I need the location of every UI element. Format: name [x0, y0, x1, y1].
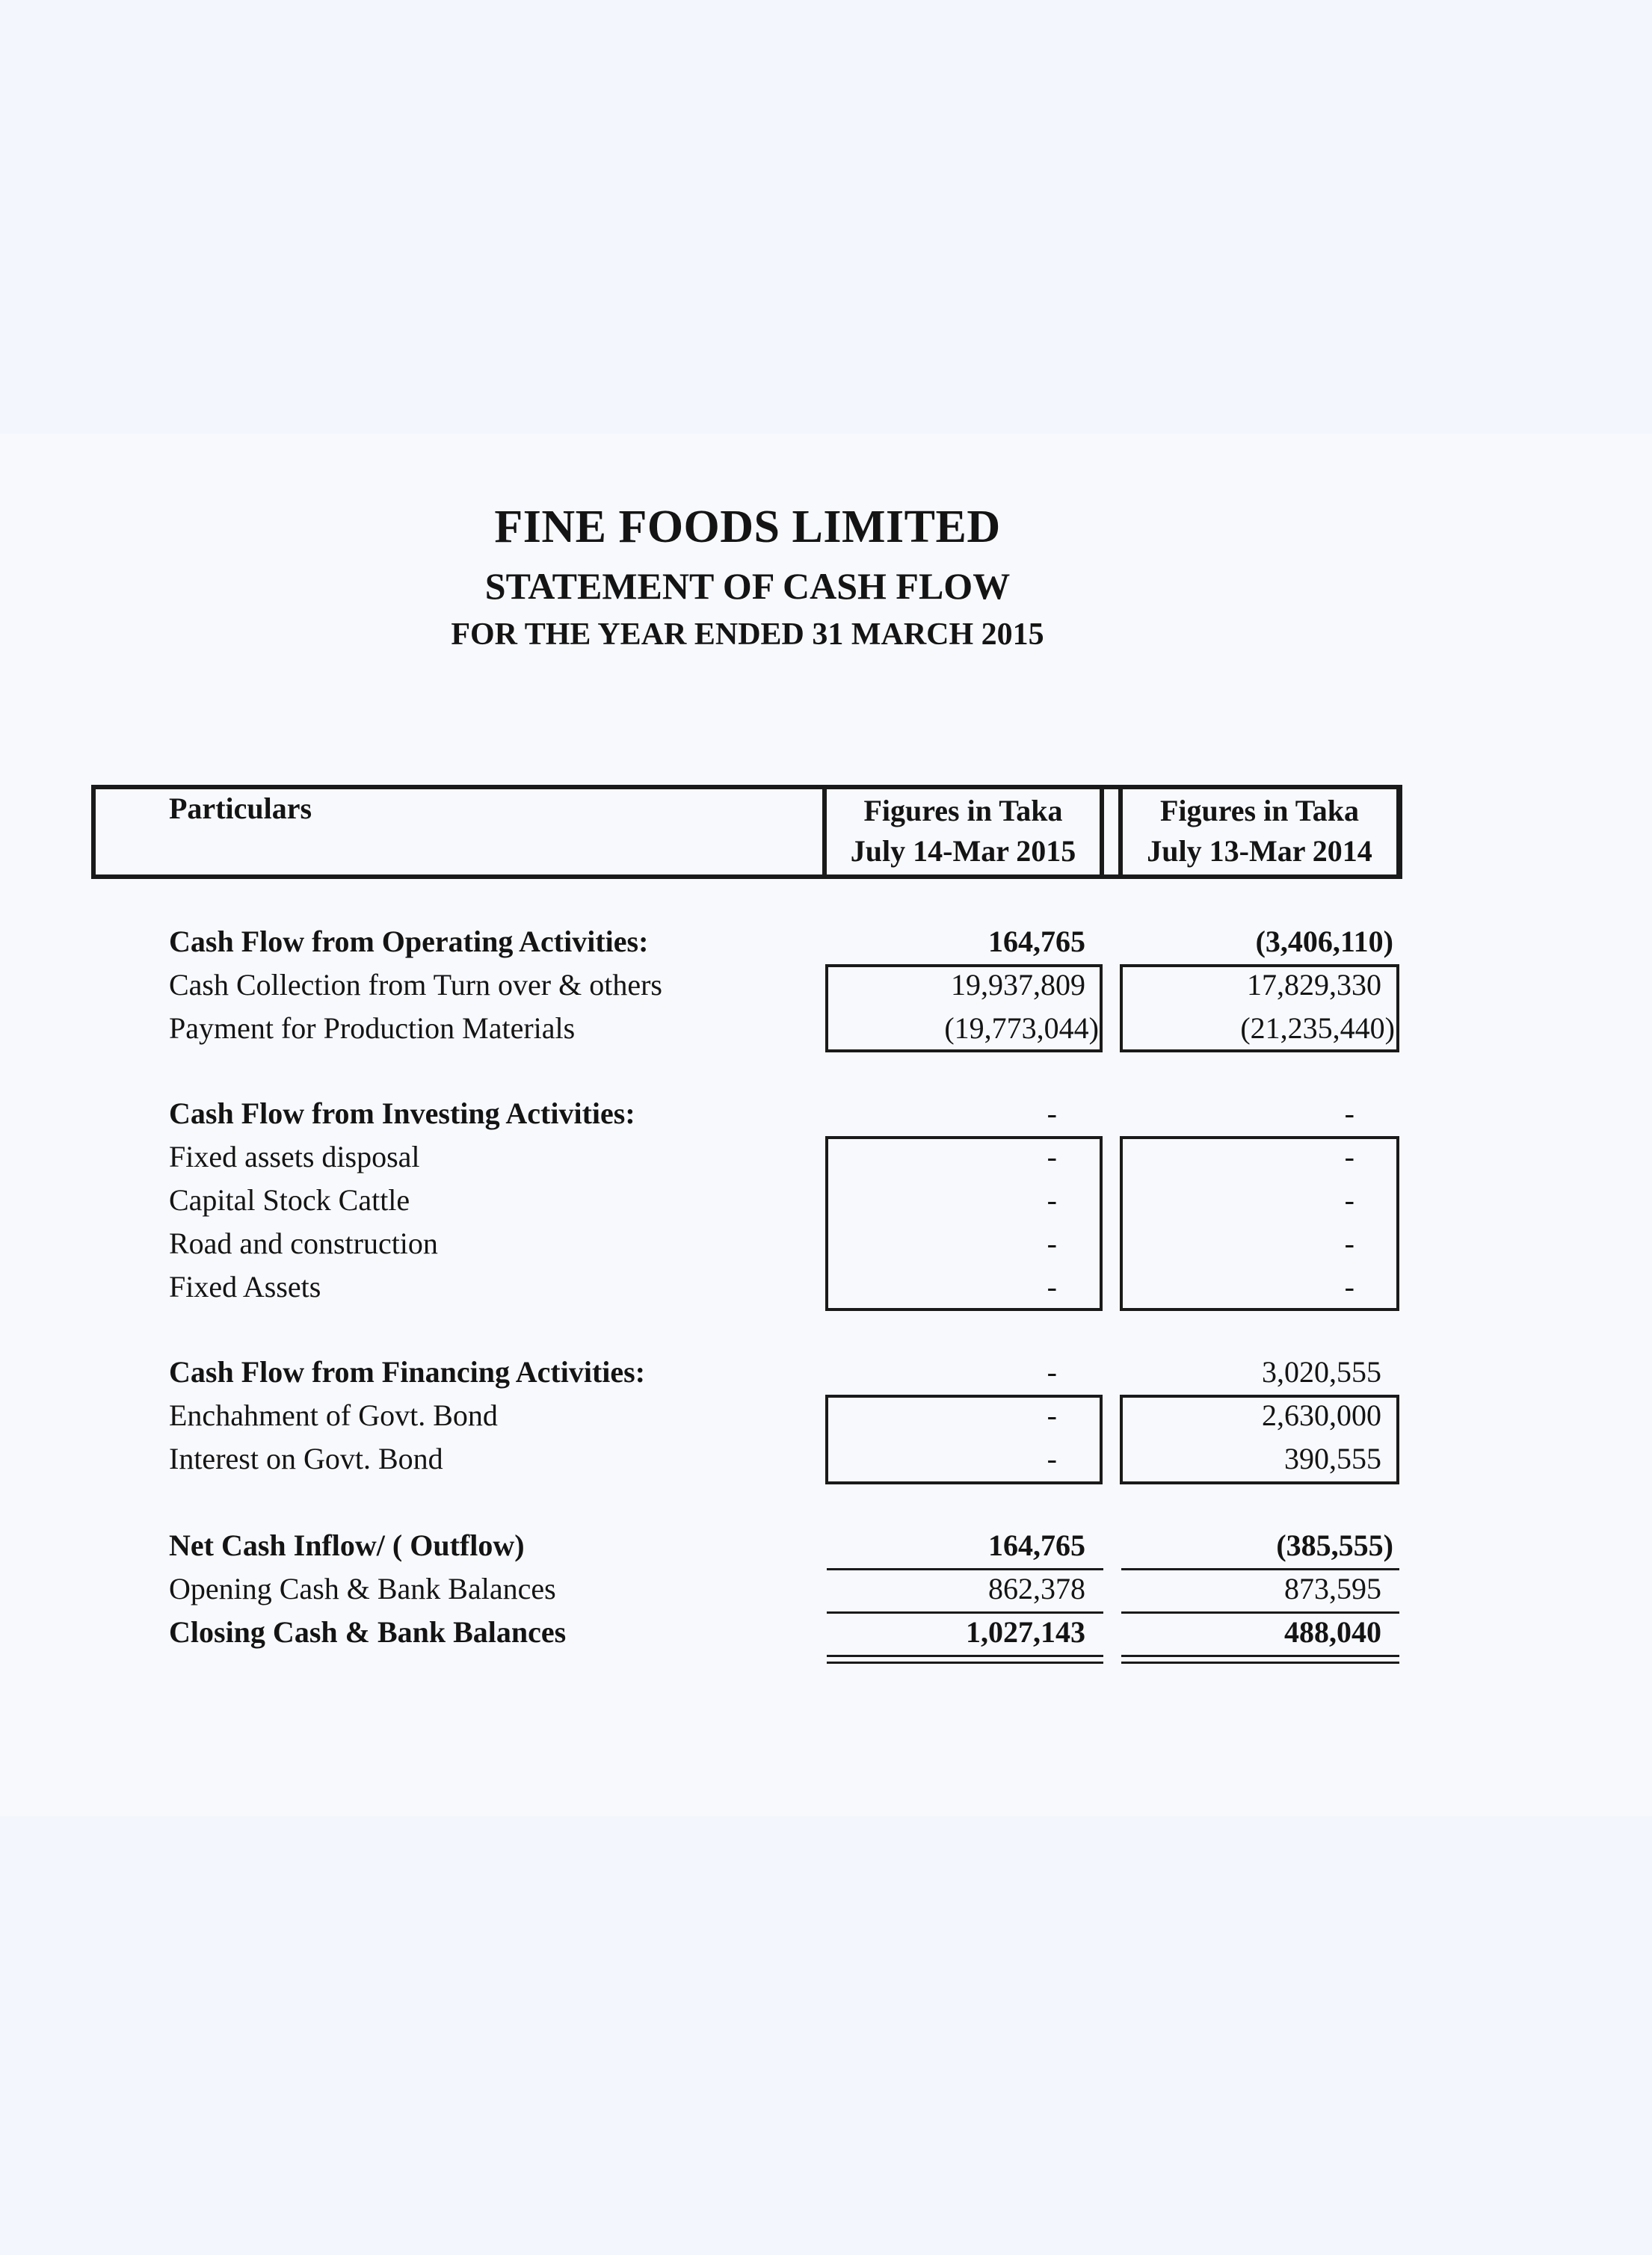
operating-item-2014: 17,829,330	[1247, 968, 1381, 1002]
financing-item-2015: -	[1047, 1398, 1057, 1432]
investing-item-2014: -	[1344, 1183, 1354, 1217]
operating-item-label: Payment for Production Materials	[169, 1011, 576, 1045]
rule-2014	[1121, 1611, 1399, 1614]
financing-item-label: Enchahment of Govt. Bond	[169, 1398, 498, 1432]
closing-balance-label: Closing Cash & Bank Balances	[169, 1615, 567, 1649]
opening-balance-label: Opening Cash & Bank Balances	[169, 1572, 556, 1605]
investing-item-2014: -	[1344, 1270, 1354, 1304]
financing-item-2014: 390,555	[1284, 1442, 1381, 1475]
investing-item-2014: -	[1344, 1227, 1354, 1260]
operating-item-2015: (19,773,044)	[944, 1011, 1099, 1045]
rule-2015	[827, 1611, 1103, 1614]
rule-2014	[1121, 1568, 1399, 1570]
column-header-2014-line1: Figures in Taka	[1159, 794, 1360, 827]
investing-2015-box	[825, 1136, 1103, 1311]
operating-item-2014: (21,235,440)	[1240, 1011, 1395, 1045]
double-rule-2014	[1121, 1655, 1399, 1664]
operating-total-2015: 164,765	[988, 925, 1085, 958]
column-header-2015-line1: Figures in Taka	[863, 794, 1063, 827]
closing-balance-2014: 488,040	[1284, 1615, 1381, 1649]
investing-total-2015: -	[1047, 1096, 1057, 1130]
column-header-2015-line2: July 14-Mar 2015	[850, 834, 1076, 868]
investing-item-2015: -	[1047, 1183, 1057, 1217]
column-header-2015	[827, 791, 1100, 872]
financing-total-2015: -	[1047, 1355, 1057, 1389]
double-rule-2015	[827, 1655, 1103, 1664]
column-header-particulars: Particulars	[169, 792, 312, 825]
investing-item-2015: -	[1047, 1140, 1057, 1173]
section-heading-financing: Cash Flow from Financing Activities:	[169, 1355, 646, 1389]
investing-item-label: Fixed assets disposal	[169, 1140, 420, 1173]
investing-item-2015: -	[1047, 1270, 1057, 1304]
closing-balance-2015: 1,027,143	[966, 1615, 1085, 1649]
operating-total-2014: (3,406,110)	[1255, 925, 1393, 958]
operating-item-2015: 19,937,809	[951, 968, 1085, 1002]
investing-item-label: Capital Stock Cattle	[169, 1183, 410, 1217]
financing-2015-box	[825, 1395, 1103, 1484]
company-name: FINE FOODS LIMITED	[494, 502, 1001, 552]
net-cash-2014: (385,555)	[1276, 1528, 1393, 1562]
opening-balance-2015: 862,378	[988, 1572, 1085, 1605]
financing-item-2014: 2,630,000	[1262, 1398, 1381, 1432]
financing-total-2014: 3,020,555	[1262, 1355, 1381, 1389]
investing-2014-box	[1120, 1136, 1399, 1311]
column-header-2014	[1123, 791, 1396, 872]
investing-item-label: Road and construction	[169, 1227, 438, 1260]
financing-item-2015: -	[1047, 1442, 1057, 1475]
financing-item-label: Interest on Govt. Bond	[169, 1442, 443, 1475]
investing-total-2014: -	[1344, 1096, 1354, 1130]
investing-item-label: Fixed Assets	[169, 1270, 321, 1304]
column-header-2014-line2: July 13-Mar 2014	[1147, 834, 1372, 868]
section-heading-investing: Cash Flow from Investing Activities:	[169, 1096, 635, 1130]
section-heading-operating: Cash Flow from Operating Activities:	[169, 925, 649, 958]
investing-item-2014: -	[1344, 1140, 1354, 1173]
net-cash-label: Net Cash Inflow/ ( Outflow)	[169, 1528, 525, 1562]
net-cash-2015: 164,765	[988, 1528, 1085, 1562]
statement-title: STATEMENT OF CASH FLOW	[484, 565, 1011, 607]
investing-item-2015: -	[1047, 1227, 1057, 1260]
operating-item-label: Cash Collection from Turn over & others	[169, 968, 662, 1002]
opening-balance-2014: 873,595	[1284, 1572, 1381, 1605]
rule-2015	[827, 1568, 1103, 1570]
statement-period: FOR THE YEAR ENDED 31 MARCH 2015	[451, 617, 1044, 652]
